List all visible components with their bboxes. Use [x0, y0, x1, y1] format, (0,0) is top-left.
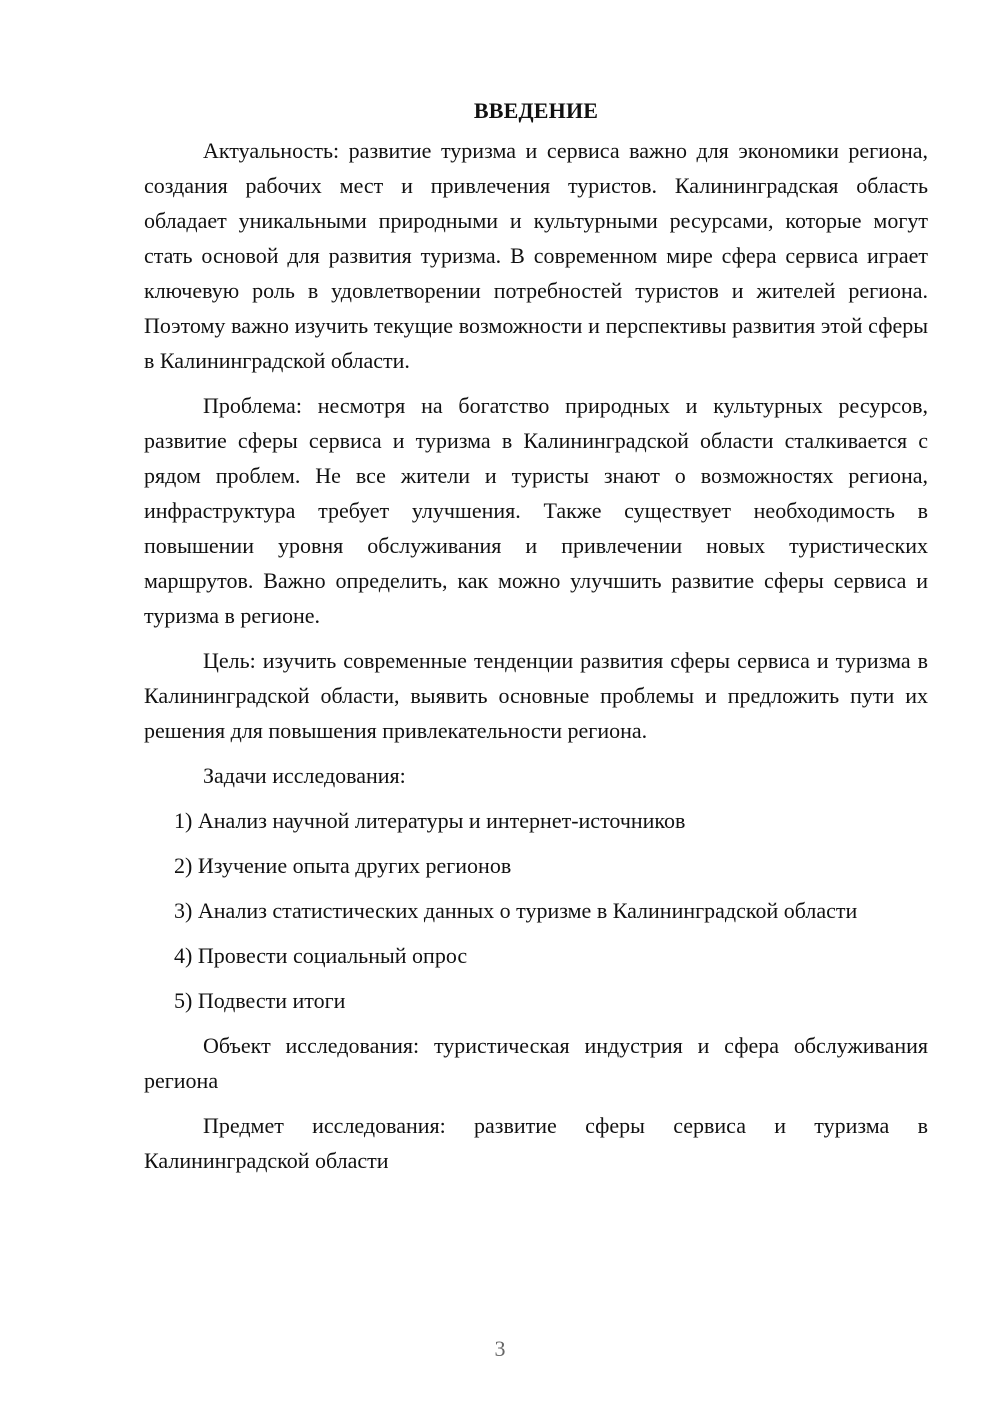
section-heading: ВВЕДЕНИЕ	[473, 98, 599, 123]
task-item-2: 2) Изучение опыта других регионов	[174, 853, 512, 878]
task-item-3: 3) Анализ статистических данных о туризме в Калининградской области	[174, 898, 858, 923]
task-item-1: 1) Анализ научной литературы и интернет-источников	[174, 808, 686, 833]
task-item-4: 4) Провести социальный опрос	[174, 943, 468, 968]
relevance-paragraph: Актуальность: развитие туризма и сервиса важно для экономики региона, создания рабочих мест и привлечения туристов. Калининградская область обладает уникальными природными и культурными ресурсами, которые могут стать основой для развития туризма. В современном мире сфера сервиса играет ключевую роль в удовлетворении потребностей туристов и жителей региона. Поэтому важно изучить текущие возможности и перспективы развития этой сферы в Калининградской области.	[144, 138, 928, 373]
page-content	[144, 93, 928, 1188]
subject-paragraph: Предмет исследования: развитие сферы сервиса и туризма в Калининградской области	[144, 1113, 928, 1173]
tasks-title: Задачи исследования:	[203, 763, 406, 788]
object-paragraph: Объект исследования: туристическая индустрия и сфера обслуживания региона	[144, 1033, 928, 1093]
goal-paragraph: Цель: изучить современные тенденции развития сферы сервиса и туризма в Калининградской области, выявить основные проблемы и предложить пути их решения для повышения привлекательности региона.	[144, 648, 928, 743]
task-item-5: 5) Подвести итоги	[174, 988, 346, 1013]
page-number: 3	[494, 1336, 506, 1361]
problem-paragraph: Проблема: несмотря на богатство природных и культурных ресурсов, развитие сферы сервиса и туризма в Калининградской области сталкивается с рядом проблем. Не все жители и туристы знают о возможностях региона, инфраструктура требует улучшения. Также существует необходимость в повышении уровня обслуживания и привлечении новых туристических маршрутов. Важно определить, как можно улучшить развитие сферы сервиса и туризма в регионе.	[144, 393, 928, 628]
